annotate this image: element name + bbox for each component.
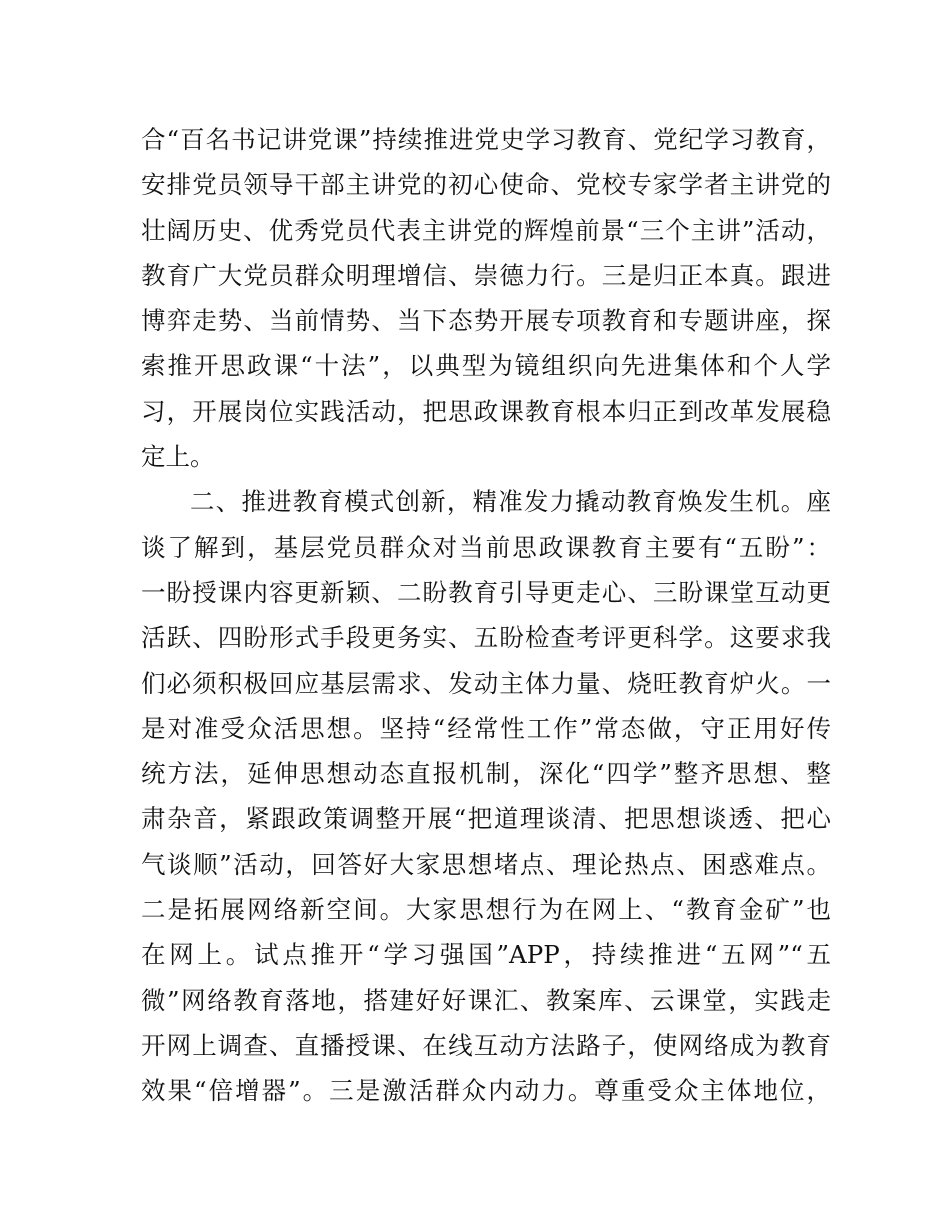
text-line: 肃杂音，紧跟政策调整开展“把道理谈清、把思想谈透、把心 bbox=[141, 804, 831, 834]
text-line: 壮阔历史、优秀党员代表主讲党的辉煌前景“三个主讲”活动， bbox=[141, 215, 831, 245]
text-line: 索推开思政课“十法”，以典型为镜组织向先进集体和个人学 bbox=[141, 351, 831, 381]
text-line: 是对准受众活思想。坚持“经常性工作”常态做，守正用好传 bbox=[141, 713, 831, 743]
text-line: 谈了解到，基层党员群众对当前思政课教育主要有“五盼”： bbox=[141, 532, 831, 562]
paragraph-2 bbox=[141, 479, 831, 1113]
text-line: 习，开展岗位实践活动，把思政课教育根本归正到改革发展稳 bbox=[141, 396, 831, 426]
text-line: 气谈顺”活动，回答好大家思想堵点、理论热点、困惑难点。 bbox=[141, 849, 831, 879]
text-line: 效果“倍增器”。三是激活群众内动力。尊重受众主体地位， bbox=[141, 1076, 831, 1106]
text-line: 微”网络教育落地，搭建好好课汇、教案库、云课堂，实践走 bbox=[141, 985, 831, 1015]
text-line: 开网上调查、直播授课、在线互动方法路子，使网络成为教育 bbox=[141, 1030, 831, 1060]
paragraph-1 bbox=[141, 117, 831, 479]
text-line: 教育广大党员群众明理增信、崇德力行。三是归正本真。跟进 bbox=[141, 260, 831, 290]
text-line: 定上。 bbox=[141, 442, 215, 472]
text-line: 博弈走势、当前情势、当下态势开展专项教育和专题讲座，探 bbox=[141, 306, 831, 336]
text-line: 活跃、四盼形式手段更务实、五盼检查考评更科学。这要求我 bbox=[141, 623, 831, 653]
text-line: 们必须积极回应基层需求、发动主体力量、烧旺教育炉火。一 bbox=[141, 668, 831, 698]
body-text bbox=[141, 117, 831, 1114]
text-line: 合“百名书记讲党课”持续推进党史学习教育、党纪学习教育， bbox=[141, 125, 831, 154]
text-line: 在网上。试点推开“学习强国”APP，持续推进“五网”“五 bbox=[141, 940, 831, 970]
text-line: 一盼授课内容更新颖、二盼教育引导更走心、三盼课堂互动更 bbox=[141, 577, 831, 607]
text-line: 统方法，延伸思想动态直报机制，深化“四学”整齐思想、整 bbox=[141, 759, 831, 789]
text-line: 二、推进教育模式创新，精准发力撬动教育焕发生机。座 bbox=[190, 487, 831, 517]
text-line: 安排党员领导干部主讲党的初心使命、党校专家学者主讲党的 bbox=[141, 170, 831, 200]
text-line: 二是拓展网络新空间。大家思想行为在网上、“教育金矿”也 bbox=[141, 895, 831, 925]
